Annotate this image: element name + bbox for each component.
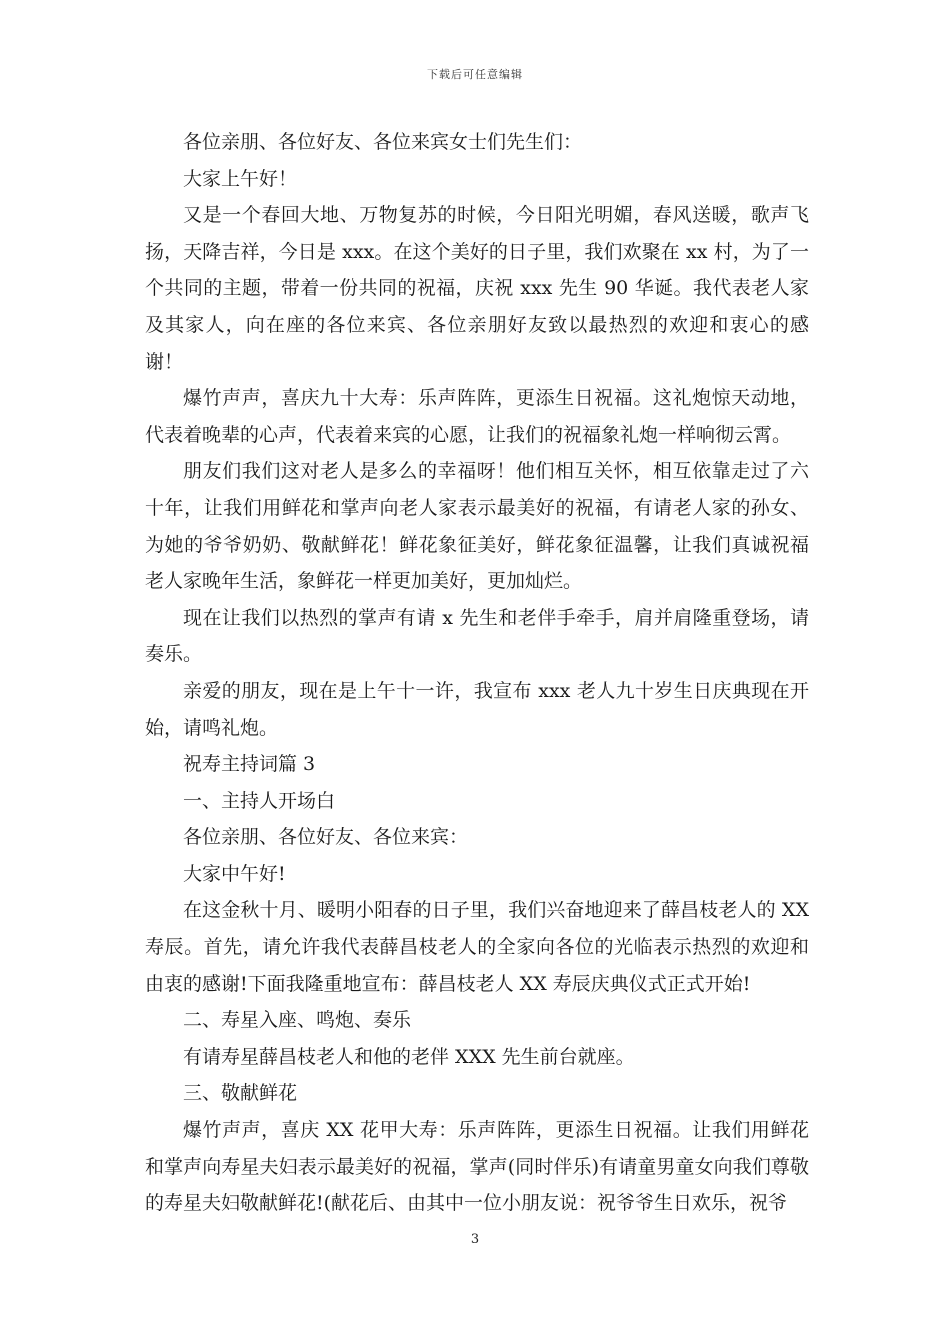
- paragraph: 现在让我们以热烈的掌声有请 x 先生和老伴手牵手，肩并肩隆重登场，请奏乐。: [145, 606, 809, 666]
- section-title: 祝寿主持词篇 3: [183, 753, 316, 776]
- paragraph: 大家中午好!: [183, 862, 286, 885]
- paragraph: 各位亲朋、各位好友、各位来宾：: [183, 826, 469, 849]
- paragraph: 爆竹声声，喜庆九十大寿：乐声阵阵，更添生日祝福。这礼炮惊天动地，代表着晚辈的心声，代表着来宾的心愿，让我们的祝福象礼炮一样响彻云霄。: [145, 387, 809, 446]
- paragraph: 亲爱的朋友，现在是上午十一许，我宣布 xxx 老人九十岁生日庆典现在开始，请鸣礼炮。: [145, 679, 809, 739]
- paragraph: 爆竹声声，喜庆 XX 花甲大寿：乐声阵阵，更添生日祝福。让我们用鲜花和掌声向寿星夫妇表示最美好的祝福，掌声(同时伴乐)有请童男童女向我们尊敬的寿星夫妇敬献鲜花!(献花后、由其中一位小朋友说：祝爷爷生日欢乐，祝爷: [145, 1119, 809, 1215]
- paragraph: 又是一个春回大地、万物复苏的时候，今日阳光明媚，春风送暖，歌声飞扬，天降吉祥，今日是 xxx。在这个美好的日子里，我们欢聚在 xx 村，为了一个共同的主题，带着一份共同的祝福，庆祝 xxx 先生 90 华诞。我代表老人家及其家人，向在座的各位来宾、各位亲朋好友致以最热烈的欢迎和衷心的感谢！: [145, 204, 809, 373]
- paragraph: 各位亲朋、各位好友、各位来宾女士们先生们：: [183, 131, 583, 153]
- subheading: 三、敬献鲜花: [183, 1082, 298, 1105]
- page-number: 3: [470, 1232, 480, 1247]
- page-header: 下载后可任意编辑: [427, 68, 523, 81]
- subheading: 一、主持人开场白: [183, 789, 336, 812]
- paragraph: 大家上午好！: [183, 167, 298, 190]
- paragraph: 有请寿星薛昌枝老人和他的老伴 XXX 先生前台就座。: [183, 1045, 635, 1068]
- paragraph: 在这金秋十月、暖明小阳春的日子里，我们兴奋地迎来了薛昌枝老人的 XX 寿辰。首先，请允许我代表薛昌枝老人的全家向各位的光临表示热烈的欢迎和由衷的感谢!下面我隆重地宣布：薛昌枝老人 XX 寿辰庆典仪式正式开始!: [145, 899, 809, 995]
- document-body: [145, 124, 809, 1222]
- subheading: 二、寿星入座、鸣炮、奏乐: [183, 1009, 412, 1032]
- paragraph: 朋友们我们这对老人是多么的幸福呀！他们相互关怀，相互依靠走过了六十年，让我们用鲜花和掌声向老人家表示最美好的祝福，有请老人家的孙女、为她的爷爷奶奶、敬献鲜花！鲜花象征美好，鲜花象征温馨，让我们真诚祝福老人家晚年生活，象鲜花一样更加美好，更加灿烂。: [145, 460, 809, 593]
